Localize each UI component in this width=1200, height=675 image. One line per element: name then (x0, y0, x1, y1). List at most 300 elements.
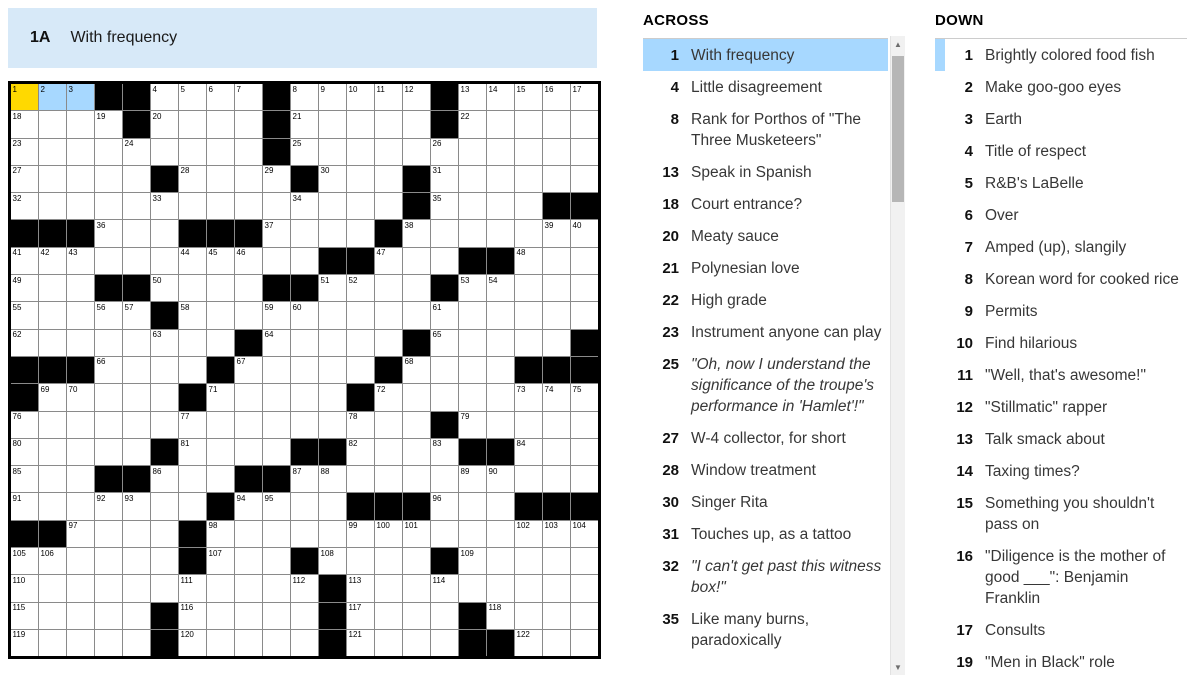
grid-cell[interactable] (95, 330, 122, 356)
clue-down-4[interactable] (935, 135, 1187, 167)
grid-cell[interactable] (95, 412, 122, 438)
grid-cell[interactable] (571, 521, 598, 547)
grid-cell[interactable] (95, 357, 122, 383)
grid-cell[interactable] (375, 575, 402, 601)
grid-cell[interactable] (39, 412, 66, 438)
grid-cell[interactable] (235, 603, 262, 629)
grid-cell[interactable] (515, 548, 542, 574)
grid-cell[interactable] (151, 330, 178, 356)
grid-cell[interactable] (515, 630, 542, 656)
grid-cell[interactable] (543, 275, 570, 301)
grid-cell[interactable] (431, 302, 458, 328)
grid-cell[interactable] (95, 111, 122, 137)
grid-cell[interactable] (431, 466, 458, 492)
grid-cell[interactable] (403, 630, 430, 656)
clue-down-1[interactable] (935, 39, 1187, 71)
grid-cell[interactable] (263, 630, 290, 656)
grid-cell[interactable] (543, 384, 570, 410)
grid-cell[interactable] (67, 275, 94, 301)
clue-across-35[interactable] (643, 603, 888, 656)
grid-cell[interactable] (179, 493, 206, 519)
grid-cell[interactable] (95, 220, 122, 246)
grid-cell[interactable] (487, 275, 514, 301)
grid-cell[interactable] (207, 466, 234, 492)
grid-cell[interactable] (39, 548, 66, 574)
grid-cell[interactable] (515, 330, 542, 356)
grid-cell[interactable] (263, 302, 290, 328)
grid-cell[interactable] (151, 466, 178, 492)
clue-down-15[interactable] (935, 487, 1187, 540)
grid-cell[interactable] (487, 357, 514, 383)
clue-down-9[interactable] (935, 295, 1187, 327)
grid-cell[interactable] (235, 412, 262, 438)
grid-cell[interactable] (95, 193, 122, 219)
grid-cell[interactable] (487, 384, 514, 410)
grid-cell[interactable] (515, 412, 542, 438)
grid-cell[interactable] (123, 248, 150, 274)
grid-cell[interactable] (67, 139, 94, 165)
grid-cell[interactable] (319, 548, 346, 574)
grid-cell[interactable] (179, 357, 206, 383)
clue-down-7[interactable] (935, 231, 1187, 263)
grid-cell[interactable] (571, 575, 598, 601)
grid-cell[interactable] (39, 330, 66, 356)
grid-cell[interactable] (123, 493, 150, 519)
grid-cell[interactable] (95, 493, 122, 519)
grid-cell[interactable] (543, 139, 570, 165)
grid-cell[interactable] (571, 466, 598, 492)
grid-cell[interactable] (403, 220, 430, 246)
grid-cell[interactable] (263, 357, 290, 383)
grid-cell[interactable] (67, 384, 94, 410)
grid-cell[interactable] (487, 548, 514, 574)
grid-cell[interactable] (403, 275, 430, 301)
grid-cell[interactable] (207, 330, 234, 356)
grid-cell[interactable] (347, 603, 374, 629)
grid-cell[interactable] (291, 84, 318, 110)
grid-cell[interactable] (403, 357, 430, 383)
grid-cell[interactable] (39, 248, 66, 274)
grid-cell[interactable] (347, 357, 374, 383)
grid-cell[interactable] (403, 139, 430, 165)
grid-cell[interactable] (375, 302, 402, 328)
grid-cell[interactable] (207, 521, 234, 547)
grid-cell[interactable] (459, 275, 486, 301)
grid-cell[interactable] (431, 248, 458, 274)
clue-down-13[interactable] (935, 423, 1187, 455)
grid-cell[interactable] (123, 220, 150, 246)
grid-cell[interactable] (123, 521, 150, 547)
grid-cell[interactable] (291, 193, 318, 219)
grid-cell[interactable] (291, 575, 318, 601)
grid-cell[interactable] (515, 220, 542, 246)
grid-cell[interactable] (403, 603, 430, 629)
grid-cell[interactable] (263, 166, 290, 192)
grid-cell[interactable] (375, 630, 402, 656)
grid-cell[interactable] (179, 84, 206, 110)
clue-down-2[interactable] (935, 71, 1187, 103)
grid-cell[interactable] (11, 603, 38, 629)
grid-cell[interactable] (207, 603, 234, 629)
grid-cell[interactable] (11, 166, 38, 192)
grid-cell[interactable] (263, 330, 290, 356)
grid-cell[interactable] (179, 466, 206, 492)
grid-cell[interactable] (235, 111, 262, 137)
grid-cell[interactable] (375, 384, 402, 410)
grid-cell[interactable] (515, 111, 542, 137)
grid-cell[interactable] (347, 302, 374, 328)
grid-cell[interactable] (207, 439, 234, 465)
grid-cell[interactable] (319, 302, 346, 328)
grid-cell[interactable] (95, 302, 122, 328)
grid-cell[interactable] (291, 493, 318, 519)
grid-cell[interactable] (179, 575, 206, 601)
grid-cell[interactable] (123, 412, 150, 438)
grid-cell[interactable] (67, 166, 94, 192)
grid-cell[interactable] (431, 166, 458, 192)
grid-cell[interactable] (375, 330, 402, 356)
grid-cell[interactable] (235, 439, 262, 465)
grid-cell[interactable] (431, 575, 458, 601)
grid-cell[interactable] (207, 302, 234, 328)
grid-cell[interactable] (67, 575, 94, 601)
grid-cell[interactable] (263, 412, 290, 438)
grid-cell[interactable] (67, 111, 94, 137)
grid-cell[interactable] (95, 439, 122, 465)
grid-cell[interactable] (179, 603, 206, 629)
grid-cell[interactable] (487, 139, 514, 165)
grid-cell[interactable] (543, 412, 570, 438)
grid-cell[interactable] (179, 330, 206, 356)
grid-cell[interactable] (515, 384, 542, 410)
grid-cell[interactable] (487, 521, 514, 547)
grid-cell[interactable] (403, 384, 430, 410)
grid-cell[interactable] (347, 275, 374, 301)
grid-cell[interactable] (375, 111, 402, 137)
scroll-down-icon[interactable]: ▼ (894, 662, 902, 672)
grid-cell[interactable] (319, 84, 346, 110)
grid-cell[interactable] (375, 603, 402, 629)
grid-cell[interactable] (403, 466, 430, 492)
grid-cell[interactable] (207, 193, 234, 219)
grid-cell[interactable] (235, 139, 262, 165)
grid-cell[interactable] (459, 357, 486, 383)
grid-cell[interactable] (263, 575, 290, 601)
grid-cell[interactable] (11, 439, 38, 465)
grid-cell[interactable] (179, 166, 206, 192)
clue-across-22[interactable] (643, 284, 888, 316)
grid-cell[interactable] (207, 166, 234, 192)
grid-cell[interactable] (207, 248, 234, 274)
clue-down-16[interactable] (935, 540, 1187, 614)
grid-cell[interactable] (67, 630, 94, 656)
clue-across-27[interactable] (643, 422, 888, 454)
grid-cell[interactable] (347, 220, 374, 246)
grid-cell[interactable] (11, 302, 38, 328)
grid-cell[interactable] (235, 84, 262, 110)
grid-cell[interactable] (67, 439, 94, 465)
grid-cell[interactable] (347, 330, 374, 356)
grid-cell[interactable] (207, 84, 234, 110)
grid-cell[interactable] (543, 248, 570, 274)
grid-cell[interactable] (151, 384, 178, 410)
grid-cell[interactable] (487, 166, 514, 192)
grid-cell[interactable] (123, 603, 150, 629)
grid-cell[interactable] (291, 466, 318, 492)
grid-cell[interactable] (67, 493, 94, 519)
grid-cell[interactable] (319, 412, 346, 438)
grid-cell[interactable] (207, 630, 234, 656)
grid-cell[interactable] (235, 521, 262, 547)
grid-cell[interactable] (235, 248, 262, 274)
grid-cell[interactable] (543, 548, 570, 574)
clue-across-8[interactable] (643, 103, 888, 156)
grid-cell[interactable] (123, 302, 150, 328)
grid-cell[interactable] (123, 630, 150, 656)
grid-cell[interactable] (123, 548, 150, 574)
clue-down-6[interactable] (935, 199, 1187, 231)
grid-cell[interactable] (67, 466, 94, 492)
grid-cell[interactable] (459, 548, 486, 574)
grid-cell[interactable] (11, 493, 38, 519)
grid-cell[interactable] (11, 575, 38, 601)
grid-cell[interactable] (39, 84, 66, 110)
grid-cell[interactable] (151, 575, 178, 601)
grid-cell[interactable] (207, 575, 234, 601)
grid-cell[interactable] (67, 84, 94, 110)
scroll-up-icon[interactable]: ▲ (894, 39, 902, 49)
grid-cell[interactable] (515, 139, 542, 165)
grid-cell[interactable] (95, 384, 122, 410)
grid-cell[interactable] (263, 548, 290, 574)
grid-cell[interactable] (515, 84, 542, 110)
grid-cell[interactable] (319, 275, 346, 301)
grid-cell[interactable] (487, 193, 514, 219)
clue-across-20[interactable] (643, 220, 888, 252)
grid-cell[interactable] (431, 630, 458, 656)
grid-cell[interactable] (431, 493, 458, 519)
grid-cell[interactable] (291, 384, 318, 410)
grid-cell[interactable] (291, 630, 318, 656)
grid-cell[interactable] (39, 139, 66, 165)
grid-cell[interactable] (151, 248, 178, 274)
grid-cell[interactable] (39, 275, 66, 301)
grid-cell[interactable] (291, 111, 318, 137)
grid-cell[interactable] (67, 302, 94, 328)
grid-cell[interactable] (375, 84, 402, 110)
grid-cell[interactable] (543, 521, 570, 547)
grid-cell[interactable] (319, 384, 346, 410)
grid-cell[interactable] (151, 139, 178, 165)
grid-cell[interactable] (123, 439, 150, 465)
grid-cell[interactable] (375, 412, 402, 438)
grid-cell[interactable] (347, 548, 374, 574)
grid-cell[interactable] (11, 548, 38, 574)
grid-cell[interactable] (431, 220, 458, 246)
grid-cell[interactable] (67, 248, 94, 274)
grid-cell[interactable] (67, 412, 94, 438)
clue-across-31[interactable] (643, 518, 888, 550)
grid-cell[interactable] (235, 575, 262, 601)
grid-cell[interactable] (11, 330, 38, 356)
grid-cell[interactable] (571, 439, 598, 465)
grid-cell[interactable] (431, 603, 458, 629)
grid-cell[interactable] (151, 521, 178, 547)
grid-cell[interactable] (515, 521, 542, 547)
grid-cell[interactable] (459, 575, 486, 601)
grid-cell[interactable] (319, 521, 346, 547)
grid-cell[interactable] (403, 84, 430, 110)
grid-cell[interactable] (319, 493, 346, 519)
grid-cell[interactable] (67, 521, 94, 547)
grid-cell[interactable] (515, 193, 542, 219)
grid-cell[interactable] (207, 111, 234, 137)
grid-cell[interactable] (347, 111, 374, 137)
grid-cell[interactable] (179, 275, 206, 301)
clue-across-30[interactable] (643, 486, 888, 518)
grid-cell[interactable] (291, 302, 318, 328)
grid-cell[interactable] (487, 466, 514, 492)
clue-down-8[interactable] (935, 263, 1187, 295)
grid-cell[interactable] (151, 111, 178, 137)
grid-cell[interactable] (375, 166, 402, 192)
grid-cell[interactable] (179, 439, 206, 465)
grid-cell[interactable] (403, 248, 430, 274)
clue-down-14[interactable] (935, 455, 1187, 487)
grid-cell[interactable] (123, 575, 150, 601)
grid-cell[interactable] (319, 330, 346, 356)
grid-cell[interactable] (39, 493, 66, 519)
grid-cell[interactable] (39, 384, 66, 410)
grid-cell[interactable] (11, 630, 38, 656)
grid-cell[interactable] (375, 193, 402, 219)
grid-cell[interactable] (571, 84, 598, 110)
grid-cell[interactable] (459, 493, 486, 519)
grid-cell[interactable] (151, 275, 178, 301)
grid-cell[interactable] (39, 439, 66, 465)
grid-cell[interactable] (571, 630, 598, 656)
clue-across-21[interactable] (643, 252, 888, 284)
grid-cell[interactable] (543, 575, 570, 601)
grid-cell[interactable] (375, 275, 402, 301)
grid-cell[interactable] (39, 466, 66, 492)
grid-cell[interactable] (179, 412, 206, 438)
grid-cell[interactable] (459, 139, 486, 165)
grid-cell[interactable] (123, 166, 150, 192)
grid-cell[interactable] (179, 139, 206, 165)
grid-cell[interactable] (95, 575, 122, 601)
grid-cell[interactable] (543, 466, 570, 492)
grid-cell[interactable] (179, 111, 206, 137)
grid-cell[interactable] (515, 466, 542, 492)
grid-cell[interactable] (319, 111, 346, 137)
grid-cell[interactable] (151, 84, 178, 110)
grid-cell[interactable] (403, 302, 430, 328)
grid-cell[interactable] (543, 439, 570, 465)
grid-cell[interactable] (95, 521, 122, 547)
clue-down-3[interactable] (935, 103, 1187, 135)
grid-cell[interactable] (347, 521, 374, 547)
grid-cell[interactable] (459, 84, 486, 110)
grid-cell[interactable] (39, 575, 66, 601)
grid-cell[interactable] (403, 111, 430, 137)
grid-cell[interactable] (571, 302, 598, 328)
grid-cell[interactable] (207, 139, 234, 165)
grid-cell[interactable] (151, 493, 178, 519)
grid-cell[interactable] (487, 84, 514, 110)
grid-cell[interactable] (347, 439, 374, 465)
grid-cell[interactable] (11, 248, 38, 274)
clue-down-11[interactable] (935, 359, 1187, 391)
clue-down-10[interactable] (935, 327, 1187, 359)
grid-cell[interactable] (291, 603, 318, 629)
clue-across-25[interactable] (643, 348, 888, 422)
grid-cell[interactable] (235, 493, 262, 519)
grid-cell[interactable] (543, 84, 570, 110)
grid-cell[interactable] (319, 466, 346, 492)
grid-cell[interactable] (11, 466, 38, 492)
clue-down-5[interactable] (935, 167, 1187, 199)
grid-cell[interactable] (515, 603, 542, 629)
grid-cell[interactable] (403, 521, 430, 547)
grid-cell[interactable] (39, 111, 66, 137)
clue-across-1[interactable] (643, 39, 888, 71)
grid-cell[interactable] (347, 84, 374, 110)
grid-cell[interactable] (487, 603, 514, 629)
grid-cell[interactable] (571, 603, 598, 629)
grid-cell[interactable] (375, 248, 402, 274)
grid-cell[interactable] (431, 439, 458, 465)
grid-cell[interactable] (263, 439, 290, 465)
grid-cell[interactable] (235, 630, 262, 656)
grid-cell[interactable] (375, 439, 402, 465)
grid-cell[interactable] (207, 275, 234, 301)
grid-cell[interactable] (487, 111, 514, 137)
grid-cell[interactable] (291, 220, 318, 246)
grid-cell[interactable] (207, 384, 234, 410)
grid-cell[interactable] (291, 357, 318, 383)
grid-cell[interactable] (459, 220, 486, 246)
grid-cell[interactable] (263, 603, 290, 629)
grid-cell[interactable] (571, 384, 598, 410)
grid-cell[interactable] (11, 275, 38, 301)
grid-cell[interactable] (67, 330, 94, 356)
grid-cell[interactable] (179, 193, 206, 219)
grid-cell[interactable] (487, 330, 514, 356)
grid-cell[interactable] (543, 302, 570, 328)
grid-cell[interactable] (291, 521, 318, 547)
grid-cell[interactable] (207, 548, 234, 574)
grid-cell[interactable] (39, 603, 66, 629)
grid-cell[interactable] (487, 220, 514, 246)
grid-cell[interactable] (319, 357, 346, 383)
grid-cell[interactable] (543, 330, 570, 356)
grid-cell[interactable] (291, 139, 318, 165)
grid-cell[interactable] (39, 193, 66, 219)
grid-cell[interactable] (235, 548, 262, 574)
clue-across-32[interactable] (643, 550, 888, 603)
grid-cell[interactable] (179, 248, 206, 274)
grid-cell[interactable] (431, 357, 458, 383)
grid-cell[interactable] (375, 548, 402, 574)
grid-cell[interactable] (487, 412, 514, 438)
grid-cell[interactable] (235, 275, 262, 301)
grid-cell[interactable] (39, 630, 66, 656)
grid-cell[interactable] (347, 630, 374, 656)
clue-across-23[interactable] (643, 316, 888, 348)
grid-cell[interactable] (151, 220, 178, 246)
clue-across-13[interactable] (643, 156, 888, 188)
